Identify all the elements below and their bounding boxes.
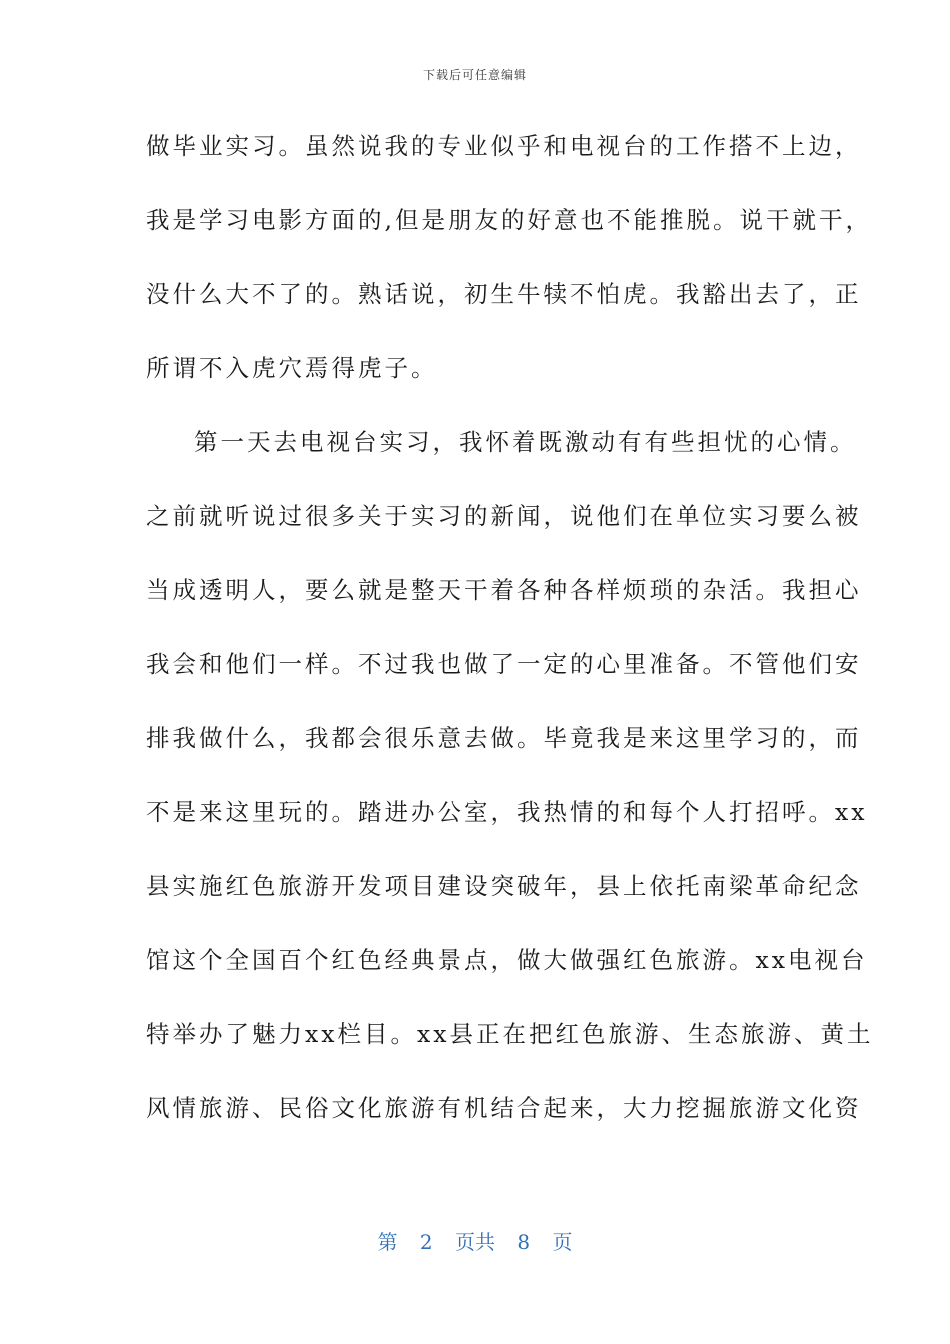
text-line: 之前就听说过很多关于实习的新闻，说他们在单位实习要么被	[146, 502, 862, 530]
document-body	[146, 124, 874, 1160]
page-header: 下载后可任意编辑	[422, 68, 527, 82]
text-line: 馆这个全国百个红色经典景点，做大做强红色旅游。xx电视台	[146, 946, 868, 974]
footer-suffix: 页	[552, 1230, 573, 1254]
text-line: 没什么大不了的。熟话说，初生牛犊不怕虎。我豁出去了，正	[146, 280, 862, 308]
text-line: 我会和他们一样。不过我也做了一定的心里准备。不管他们安	[146, 650, 862, 678]
text-line: 不是来这里玩的。踏进办公室，我热情的和每个人打招呼。xx	[146, 798, 868, 826]
text-line: 县实施红色旅游开发项目建设突破年，县上依托南梁革命纪念	[146, 872, 862, 900]
text-line: 特举办了魅力xx栏目。xx县正在把红色旅游、生态旅游、黄土	[146, 1020, 874, 1048]
footer-prefix: 第	[377, 1230, 398, 1254]
text-line: 风情旅游、民俗文化旅游有机结合起来，大力挖掘旅游文化资	[146, 1094, 862, 1122]
footer-middle: 页共	[455, 1230, 495, 1254]
footer-current-page: 2	[419, 1230, 433, 1254]
footer-total-pages: 8	[517, 1230, 531, 1254]
text-line: 我是学习电影方面的,但是朋友的好意也不能推脱。说干就干，	[146, 206, 872, 234]
text-line: 排我做什么，我都会很乐意去做。毕竟我是来这里学习的，而	[146, 724, 862, 752]
text-line: 所谓不入虎穴焉得虎子。	[146, 354, 438, 382]
text-line: 做毕业实习。虽然说我的专业似乎和电视台的工作搭不上边，	[146, 132, 862, 160]
page-number-footer	[0, 1226, 950, 1255]
text-line-paragraph-start: 第一天去电视台实习，我怀着既激动有有些担忧的心情。	[194, 428, 857, 456]
text-line: 当成透明人，要么就是整天干着各种各样烦琐的杂活。我担心	[146, 576, 862, 604]
